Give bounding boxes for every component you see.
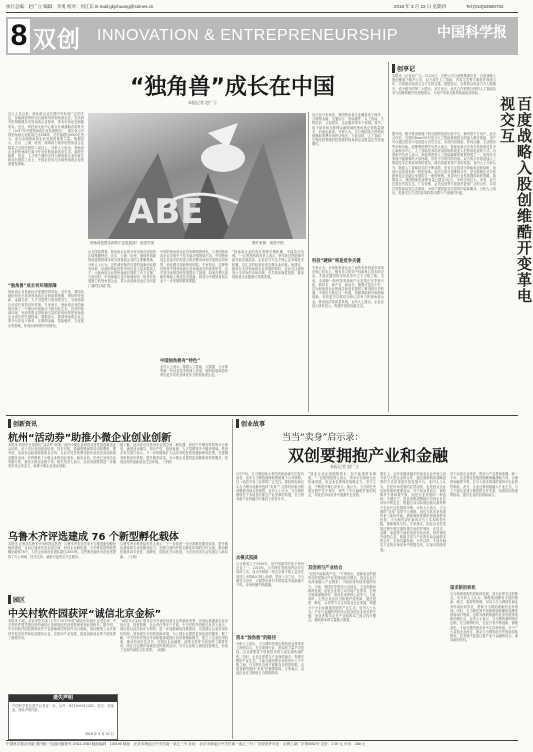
park-tag: 园区	[8, 595, 25, 604]
top-divider	[6, 12, 518, 13]
brief2-body-b: 乌鲁木齐市科技局负责人表示，下一步将进一步完善孵化服务体系，提升孵化载体的专业化服务能力，加强与国内外知名孵化机构的合作交流，推动孵化载体向专业化、品牌化、国际化方向发展，为全市经济社会发展注入新动能。（王莉）	[120, 542, 228, 559]
column-body-main: 据介绍，酷开是创维旗下的互联网电视运营平台，拥有数千万用户。此次合作后，百度的DuerOS对话式人工智能系统将全面接入酷开系统，用户可以通过语音与电视进行自然交互，实现内容搜索、影视点播、生活服务等多种功能。创维集团相关负责人表示，智能电视正在成为家庭的信息中心和娱乐中心，人工智能技术的应用将彻底改变人们使用电视的方式。百度相关负责人表示，家庭场景是人工智能落地的重要场景之一，电视作为家庭中最重要的大屏终端，具有不可替代的价值。双方的合作将加速人工智能技术在家庭场景的普及，推动智能家居产业的发展。业内人士分析认为，随着人工智能技术的不断成熟，语音交互将成为智能电视的标配，电视行业将迎来新一轮的变革。此次百度与创维的合作，是互联网企业与传统家电企业融合发展的又一典型案例，有望为行业发展提供新的思路。数据显示，我国智能电视保有量已超过2亿台，市场空间巨大。未来，双方还将在内容生态、广告营销、会员运营等方面展开更加广泛的合作，共同打造智能电视生态系统，为用户提供更加丰富的内容和服务。分析人士指出，电视交互方式的变革将带动整个产业链的升级。	[392, 132, 496, 195]
column-vertical-headline: 百度战略入股创维酷开变革电视交互	[498, 96, 533, 304]
story-body-col2: “创业企业必须拥抱资本，但不能被资本绑架。”一位资深投资人表示，资本可以帮助企业快速发展，但企业也要保持战略定力，坚守主业，不断提升核心竞争力。他认为，当当网在发展过程中过于保守，错失了多次融资扩张的机会，导致在市场竞争中逐渐失去优势。	[308, 472, 376, 498]
story-body-col4: 对于双创企业来说，资本与产业是两条腿，缺一不可。企业要在发展初期就明确战略方向，合理规划融资节奏，在引入资本的同时保持对企业的控制权。此外，企业还要积极融入产业生态，与上下游企业建立紧密的合作关系，形成协同发展的格局，提升企业的抗风险能力。	[450, 472, 518, 498]
brief3-body-a: 本报讯 日前，北京市有关部门公布了2017年度“诚信北京金标”企业名单，中关村软件园凭借良好的诚信记录和规范的经营管理荣获此项称号。据介绍，中关村软件园是国家软件产业基地和国家软件出口基地，园区聚集了众多国内外知名软件和信息服务企业，在推动产业发展、促进创新创业等方面发挥了重要作用。	[8, 619, 117, 640]
lead-body-col4: “独角兽企业的成长需要长期积累，不能急功近利。”一位投资机构负责人表示，资本的过度追捧可能导致估值泡沫，企业应当专注于核心业务和技术积累，以扎实的经营业绩支撑企业价值。他建议，政府在支持独角兽企业发展的同时，也应当注重营造公平竞争的市场环境，引导资本理性投资，推动独角兽企业健康可持续发展。	[232, 250, 304, 280]
notice-date: 2018 年 3 月 22 日	[85, 732, 114, 736]
lead-body-col3-lower: 业内人士表示，随着人工智能、大数据、云计算等新一代信息技术的深入发展，硬科技领域将孕育出更多具有全球竞争力的独角兽企业。	[160, 365, 228, 378]
page-number: 8	[8, 19, 30, 53]
right-column-divider	[388, 62, 389, 412]
briefs-tag: 创新资讯	[8, 419, 37, 428]
story-subhead-1: 去模式孤掷	[236, 556, 258, 561]
mid-page-divider	[6, 415, 518, 416]
story-kicker: 当当“卖身”启示录：	[282, 433, 364, 443]
brief2-headline: 乌鲁木齐评选建成 76 个新型孵化载体	[8, 532, 179, 543]
section-name: 双创	[33, 27, 81, 53]
issue-date: 2018 年 3 月 22 日 星期四	[394, 4, 447, 9]
story-body-col3: 事实上，近年来越来越多的创业企业开始主动寻求与大型企业的合作，通过被收购或战略投资的方式获得更好的发展平台。业内人士认为，这是市场发展的必然趋势，也是创业企业实现价值的重要途径。对于创业者而言，被收购并不意味着失败，而是企业发展的一种选择。关键在于，创业者要清醒地认识到企业在市场中的定位，根据自身实际情况做出最有利于企业长远发展的决策。分析人士表示，当当网的“卖身”虽然令人惋惜，但也为其未来发展带来了新的可能。借助海航集团的资源和资本优势，当当网有望在新的平台上实现转型升级，重新焕发生机。专家建议，创业企业在发展过程中要注重构建自身的护城河，在技术、品牌、渠道等方面形成差异化优势，同时保持开放的心态，积极寻求与产业资本和金融资本的合作，实现共赢发展。只有这样，才能在瞬息万变的市场竞争中把握先机，实现可持续发展。	[380, 472, 446, 552]
lead-subhead-2: 中国独角兽有“特色”	[160, 359, 201, 364]
lead-body-col3: 中国的独角兽企业具有鲜明的特色。与美国独角兽企业多集中于技术驱动型领域不同，中国独角兽企业更多依托庞大的消费市场和丰富的应用场景，商业模式创新特征明显。专家指出，这种特色既是中国独角兽企业快速成长的优势所在，也对其未来的持续发展提出了挑战，如何在模式创新的基础上强化技术创新，将成为中国独角兽企业下一步发展的重要课题。	[160, 250, 228, 284]
story-subhead-3: 双创须与产业结合	[308, 566, 343, 571]
editor-credits: 执行总编：赵广立 编辑：李勇 校对：何江东 E-mail:gkjchuang@stimes.cn	[6, 4, 154, 9]
brief3-headline: 中关村软件园获评“诚信北京金标”	[8, 609, 162, 620]
story-body-col4-lower: 当当网被收购后将如何发展，成为业界关注的焦点。有分析人士认为，海航集团拥有丰富的物流、航空、旅游等资源，可以与当当网的电商业务形成协同效应，帮助当当网拓展新的业务领域。同时，当当网在图书电商领域积累的品牌优势和用户资源，也将为海航集团的业务发展带来新的增长点。业内人士表示，当当网的案例再次证明，在互联网时代，企业只有不断创新、拥抱变化，才能在激烈的竞争中生存和发展。对于广大双创企业而言，要从当当网的经历中汲取经验教训，在发展中更加注重产业与金融的结合，谋求新的转机。	[450, 592, 518, 643]
story-subhead-2: 资本“独角兽”的路径	[236, 636, 277, 641]
bottom-column-divider	[232, 419, 233, 739]
footer-divider	[6, 740, 518, 741]
photo-caption-left: 独角兽是资本的骄子还是泡沫？ 视觉中国	[90, 241, 154, 245]
notice-body: 中国科学报社遗失记者证一本，证号：B11000012345，姓名：张某某，特此声明作废。	[12, 704, 114, 713]
lead-subhead-1: “独角兽”成长有环境保障	[8, 284, 57, 289]
brief1-body-b: 据了解，活动券可在杭州市众创空间、孵化器、科技中介服务机构等平台使用，涵盖创业辅导、知识产权、检验检测、人才招聘等多个服务领域。杭州市有关部门表示，下一步将继续扩大活动券的发放规模和使用范围，完善服务机构评价机制，提升服务质量，为小微企业提供更加精准高效的服务，营造良好的创新创业生态环境。（李晨）	[120, 443, 228, 464]
photo-caption-right: 图片来源：视觉中国	[252, 241, 284, 245]
brief1-headline: 杭州“活动券”助推小微企业创业创新	[8, 433, 172, 444]
column-tag: 创享记	[392, 64, 415, 73]
lead-photo	[88, 113, 306, 239]
brief3-body-b: “诚信北京金标”是北京市对诚信经营企业的最高荣誉，评选标准涵盖企业信用记录、经营管理、社会责任等多个方面。中关村软件园相关负责人表示，园区将以此次获评为契机，进一步加强诚信体系建设，完善园区企业信用评价机制，营造诚实守信的营商环境，为入园企业提供更加优质的服务。据了解，中关村软件园近年来积极探索园区信用管理新模式，建立了企业信用档案，推动信用信息共享，在园区企业融资、政策支持等方面发挥了重要作用。园区还定期开展诚信宣传教育活动，引导企业树立诚信经营理念，形成了良好的诚信文化氛围。（赵鹏）	[120, 619, 228, 653]
lead-body-col2: 从全国范围看，独角兽企业的分布呈现出明显的区域集聚特征，北京、上海、杭州、深圳等创新资源富集的城市成为独角兽企业的主要聚集地。分析人士认为，这些城市拥有完善的创新创业服务体系、活跃的风险投资市场以及大量高素质人才，为独角兽企业的快速成长提供了有力支撑。与此同时，中西部地区也开始涌现出一批具有发展潜力的独角兽企业，显示出创新创业正在向更广阔的区域扩散。	[88, 250, 156, 288]
story-byline: 本报记者 赵广立	[330, 464, 360, 469]
lead-body-col1-lower: 独角兽企业是新经济发展的风向标。近年来，我国各地纷纷出台培育独角兽企业的政策措施，围绕科技创新、金融支持、人才引进等方面持续发力，为独角兽企业成长营造良好环境。专家表示，独角兽企业的涌现反映了一个地区的创新活力和创业生态，良好的营商环境、充沛的资本供给和丰富的应用场景是独角兽企业成长的关键因素。数据显示，我国独角兽企业主要分布在电子商务、互联网金融、智能硬件、文化娱乐等领域，体现出鲜明的中国特色。	[8, 290, 84, 328]
phone-number: Tel:(010)62580702	[466, 4, 504, 9]
brief2-body-a: 本报讯 记者从乌鲁木齐市科技局获悉，乌鲁木齐市近年来大力推进新型孵化载体建设，目前已建成各类众创空间、科技企业孵化器、大学科技园等新型孵化载体76个，入驻企业和创业团队超过2000家。这些孵化载体为创业者提供了办公场地、技术支持、融资对接等全方位服务。	[8, 542, 116, 559]
lead-subhead-3: 科技“硬核”将是竞争关键	[312, 259, 361, 264]
lead-body-col1: 近人人员以来，独角兽企业在国内外形成广泛的关注，各地政府纷纷出台政策培育独角兽企业，各类研究机构相继发布独角兽企业榜单，资本市场也在积极布局。近日，科技部火炬中心联合长城战略咨询发布了《2017年中国独角兽企业发展报告》，报告显示中国独角兽企业数量已达164家，总估值超过6000亿美元，成为全球独角兽企业发展的重要力量。数据显示，北京、上海、杭州、深圳四个城市的独角兽企业数量占全国总数的八成以上。分析人士指出，独角兽企业的快速成长离不开良好的创新创业生态，政府在政策、资金、人才等方面的支持为独角兽企业的诞生和成长提供了沃土，中国正在成为全球独角兽企业的重要发源地。	[8, 112, 84, 167]
newspaper-logo: 中国科学报	[437, 25, 507, 41]
notice-box	[8, 694, 118, 740]
brief1-body-a: 本报讯 杭州市日前推出“活动券”政策，面向小微企业和创业者发放创新创业活动券，用于支付参加创业培训、技术对接、投融资路演等活动的费用。据介绍，活动券由政府财政资金支持，企业可凭券免费或低价参加各类创新创业服务活动，有效降低了小微企业的创业成本。截至目前，杭州已发放活动券数万张，惠及小微企业数千家。相关负责人表示，活动券政策将进一步激发市场主体活力，助推小微企业创业创新。	[8, 443, 116, 469]
story-headline: 双创要拥抱产业和金融	[288, 446, 449, 465]
section-english-name: INNOVATION & ENTREPRENEURSHIP	[97, 27, 399, 44]
unicorn-illustration	[88, 113, 306, 239]
story-tag: 创业故事	[236, 419, 265, 428]
lead-headline: “独角兽”成长在中国	[130, 75, 335, 100]
lead-column-divider	[308, 112, 309, 412]
notice-title: 遗失声明	[9, 695, 117, 702]
story-body-col1-lower: 分析人士指出，当当网的发展历程给创业者带来了深刻启示。在互联网行业，资本的力量不可忽视，企业需要善于借助资本的力量实现快速扩张。同时，企业还需要与产业深度融合，构建完整的产业生态，才能在激烈的市场竞争中立于不败之地。当当网在这两方面都存在明显短板，这是其最终选择“卖身”的重要原因。专家表示，双创企业应当吸取当当网的教训。	[236, 642, 304, 676]
lead-body-col5: 从行业分布来看，我国独角兽企业覆盖电子商务、互联网金融、交通出行、智能硬件、人工智能、生物医药、文化娱乐、企业服务等多个领域。其中，电子商务和互联网金融领域的独角兽企业数量最多，估值也最高。分析认为，这与我国庞大的网民规模和消费市场密切相关。与此同时，人工智能、生物医药等硬科技领域的独角兽企业数量正在快速增长。	[312, 113, 384, 147]
image-lettering: ABE	[128, 192, 204, 232]
lead-body-col5-lower: 专家认为，未来独角兽企业之间的竞争将更多体现在核心技术上。拥有自主知识产权和核心技术的企业，才能在激烈的市场竞争中立于不败之地。当前，全球新一轮科技革命和产业变革正在孕育兴起，新技术、新产业、新业态、新模式层出不穷，这为独角兽企业的诞生和成长提供了难得的历史机遇。中国应当抓住这一机遇，加强基础研究和原始创新，培育更多以科技为核心竞争力的独角兽企业，推动经济高质量发展。业内人士建议，企业应加大研发投入，构建开放的创新生态。	[312, 266, 384, 308]
story-subhead-4: 谋求新的转机	[450, 586, 476, 591]
story-body-col1-mid: 当当网成立于1999年，是中国最早的电子商务企业之一。2010年，当当网在美国纽约证券交易所上市，成为中国第一家完全基于线上业务在美国上市的B2C网上商城。然而上市之后，当当网在与京东、天猫等竞争对手的较量中逐渐落于下风，市场份额不断萎缩。	[236, 562, 304, 588]
story-body-col1: 3月中旬，当当网创始人李国庆和俞渝夫妇发布消息，宣布当当网将被海航集团旗下公司收购。这一消息引发了业界的广泛关注。曾经的电商巨头当当网为何最终选择“卖身”？这背后折射出的问题值得创业者深思。业内人士认为，当当网的困境在于未能及时抓住产业变革的机遇，在与资本和产业的融合中落后于竞争对手。	[236, 472, 304, 502]
column-body-top: 本报讯（记者赵广立）3月20日，百度公司与创维集团宣布，百度战略入股创维旗下酷开公司，双方将在人工智能、内容生态等方面展开深度合作，共同推动电视交互方式的变革。根据协议，百度将以现金方式入股酷开，成为酷开的第二大股东。双方表示，此次合作将把百度的人工智能技术与创维的硬件优势相结合，为用户带来全新的智能电视体验。	[392, 74, 496, 95]
story-body-col2-lower: “双创不能脱离产业。”专家指出，创新创业的最终目的是推动产业发展和经济增长，创业企业只有深度融入产业链条，才能获得持续发展的动力。当前，我国正在推动大众创业、万众创新向纵深发展，创业企业要主动对接产业需求，在细分领域深耕细作，形成自身的核心竞争力。与此同时，大型企业也应当积极开放资源，通过投资、孵化、合作等方式支持创业企业发展，构建大中小企业融通发展的产业生态。业内人士认为，产业与金融的有机结合是双创企业成长的关键，创业者要学会在产业和资本之间寻找平衡点，借助资本的力量做大做强。	[308, 572, 376, 623]
top-info-bar	[6, 2, 518, 11]
lead-byline: 本报记者 赵广立	[188, 100, 218, 105]
footer-info: 中国科学报社出版 国内统一连续出版物号 CN11-0084 邮政编码：100190 地址：北京市海淀区中关村南一条乙三号 社址：北京市海淀区中关村南一条乙三号 广告经营许可证：京海工商广字第0052号 定价：2.00 元 年价：288 元	[6, 742, 366, 746]
